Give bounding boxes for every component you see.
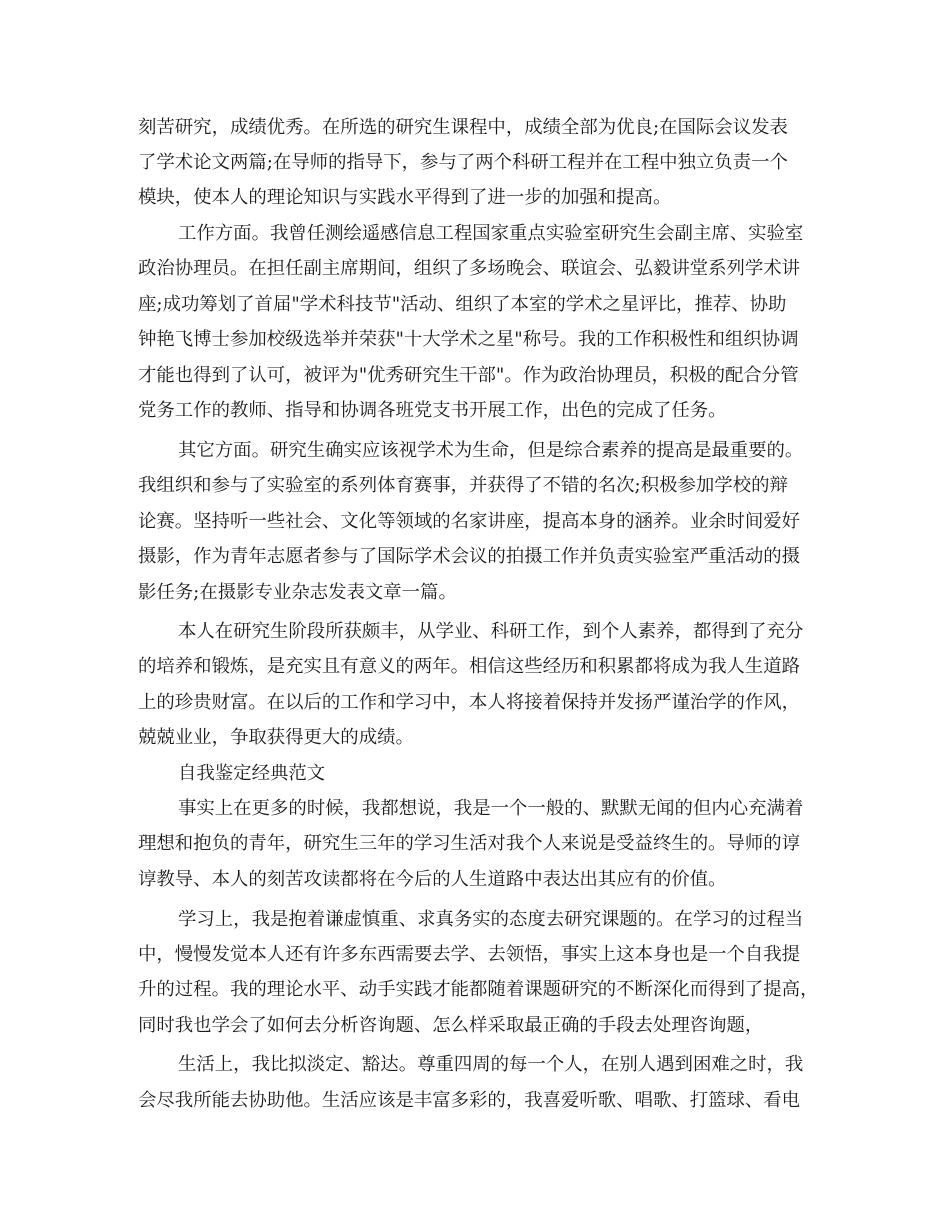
text-line: 事实上在更多的时候，我都想说，我是一个一般的、默默无闻的但内心充满着	[178, 798, 804, 819]
text-line: 理想和抱负的青年，研究生三年的学习生活对我个人来说是受益终生的。导师的谆	[138, 833, 801, 854]
text-line: 才能也得到了认可，被评为"优秀研究生干部"。作为政治协理员，积极的配合分管	[138, 365, 799, 386]
text-line: 钟艳飞博士参加校级选举并荣获"十大学术之星"称号。我的工作积极性和组织协调	[138, 329, 799, 350]
text-line: 工作方面。我曾任测绘遥感信息工程国家重点实验室研究生会副主席、实验室	[178, 223, 804, 244]
text-line: 生活上，我比拟淡定、豁达。尊重四周的每一个人，在别人遇到困难之时，我	[178, 1054, 804, 1075]
text-line: 政治协理员。在担任副主席期间，组织了多场晚会、联谊会、弘毅讲堂系列学术讲	[138, 258, 801, 279]
section-heading: 自我鉴定经典范文	[178, 763, 326, 784]
text-line: 影任务;在摄影专业杂志发表文章一篇。	[138, 582, 457, 603]
text-line: 摄影，作为青年志愿者参与了国际学术会议的拍摄工作并负责实验室严重活动的摄	[138, 546, 801, 567]
text-line: 其它方面。研究生确实应该视学术为生命，但是综合素养的提高是最重要的。	[178, 440, 804, 461]
text-line: 兢兢业业，争取获得更大的成绩。	[138, 727, 414, 748]
text-line: 刻苦研究，成绩优秀。在所选的研究生课程中，成绩全部为优良;在国际会议发表	[138, 117, 788, 138]
text-line: 模块，使本人的理论知识与实践水平得到了进一步的加强和提高。	[138, 187, 672, 208]
text-line: 我组织和参与了实验室的系列体育赛事，并获得了不错的名次;积极参加学校的辩	[138, 475, 788, 496]
text-line: 党务工作的教师、指导和协调各班党支书开展工作，出色的完成了任务。	[138, 400, 727, 421]
text-line: 会尽我所能去协助他。生活应该是丰富多彩的，我喜爱听歌、唱歌、打篮球、看电	[138, 1090, 801, 1111]
text-line: 升的过程。我的理论水平、动手实践才能都随着课题研究的不断深化而得到了提高，	[138, 979, 819, 1000]
text-line: 的培养和锻炼，是充实且有意义的两年。相信这些经历和积累都将成为我人生道路	[138, 656, 801, 677]
text-line: 了学术论文两篇;在导师的指导下，参与了两个科研工程并在工程中独立负责一个	[138, 152, 788, 173]
text-line: 学习上，我是抱着谦虚慎重、求真务实的态度去研究课题的。在学习的过程当	[178, 909, 804, 930]
text-line: 本人在研究生阶段所获颇丰，从学业、科研工作，到个人素养，都得到了充分	[178, 621, 804, 642]
text-line: 谆教导、本人的刻苦攻读都将在今后的人生道路中表达出其应有的价值。	[138, 869, 727, 890]
text-line: 上的珍贵财富。在以后的工作和学习中，本人将接着保持并发扬严谨治学的作风，	[138, 692, 801, 713]
text-line: 中，慢慢发觉本人还有许多东西需要去学、去领悟，事实上这本身也是一个自我提	[138, 944, 801, 965]
text-line: 座;成功筹划了首届"学术科技节"活动、组织了本室的学术之星评比，推荐、协助	[138, 294, 787, 315]
text-line: 论赛。坚持听一些社会、文化等领域的名家讲座，提高本身的涵养。业余时间爱好	[138, 511, 801, 532]
text-line: 同时我也学会了如何去分析咨询题、怎么样采取最正确的手段去处理咨询题，	[138, 1015, 764, 1036]
